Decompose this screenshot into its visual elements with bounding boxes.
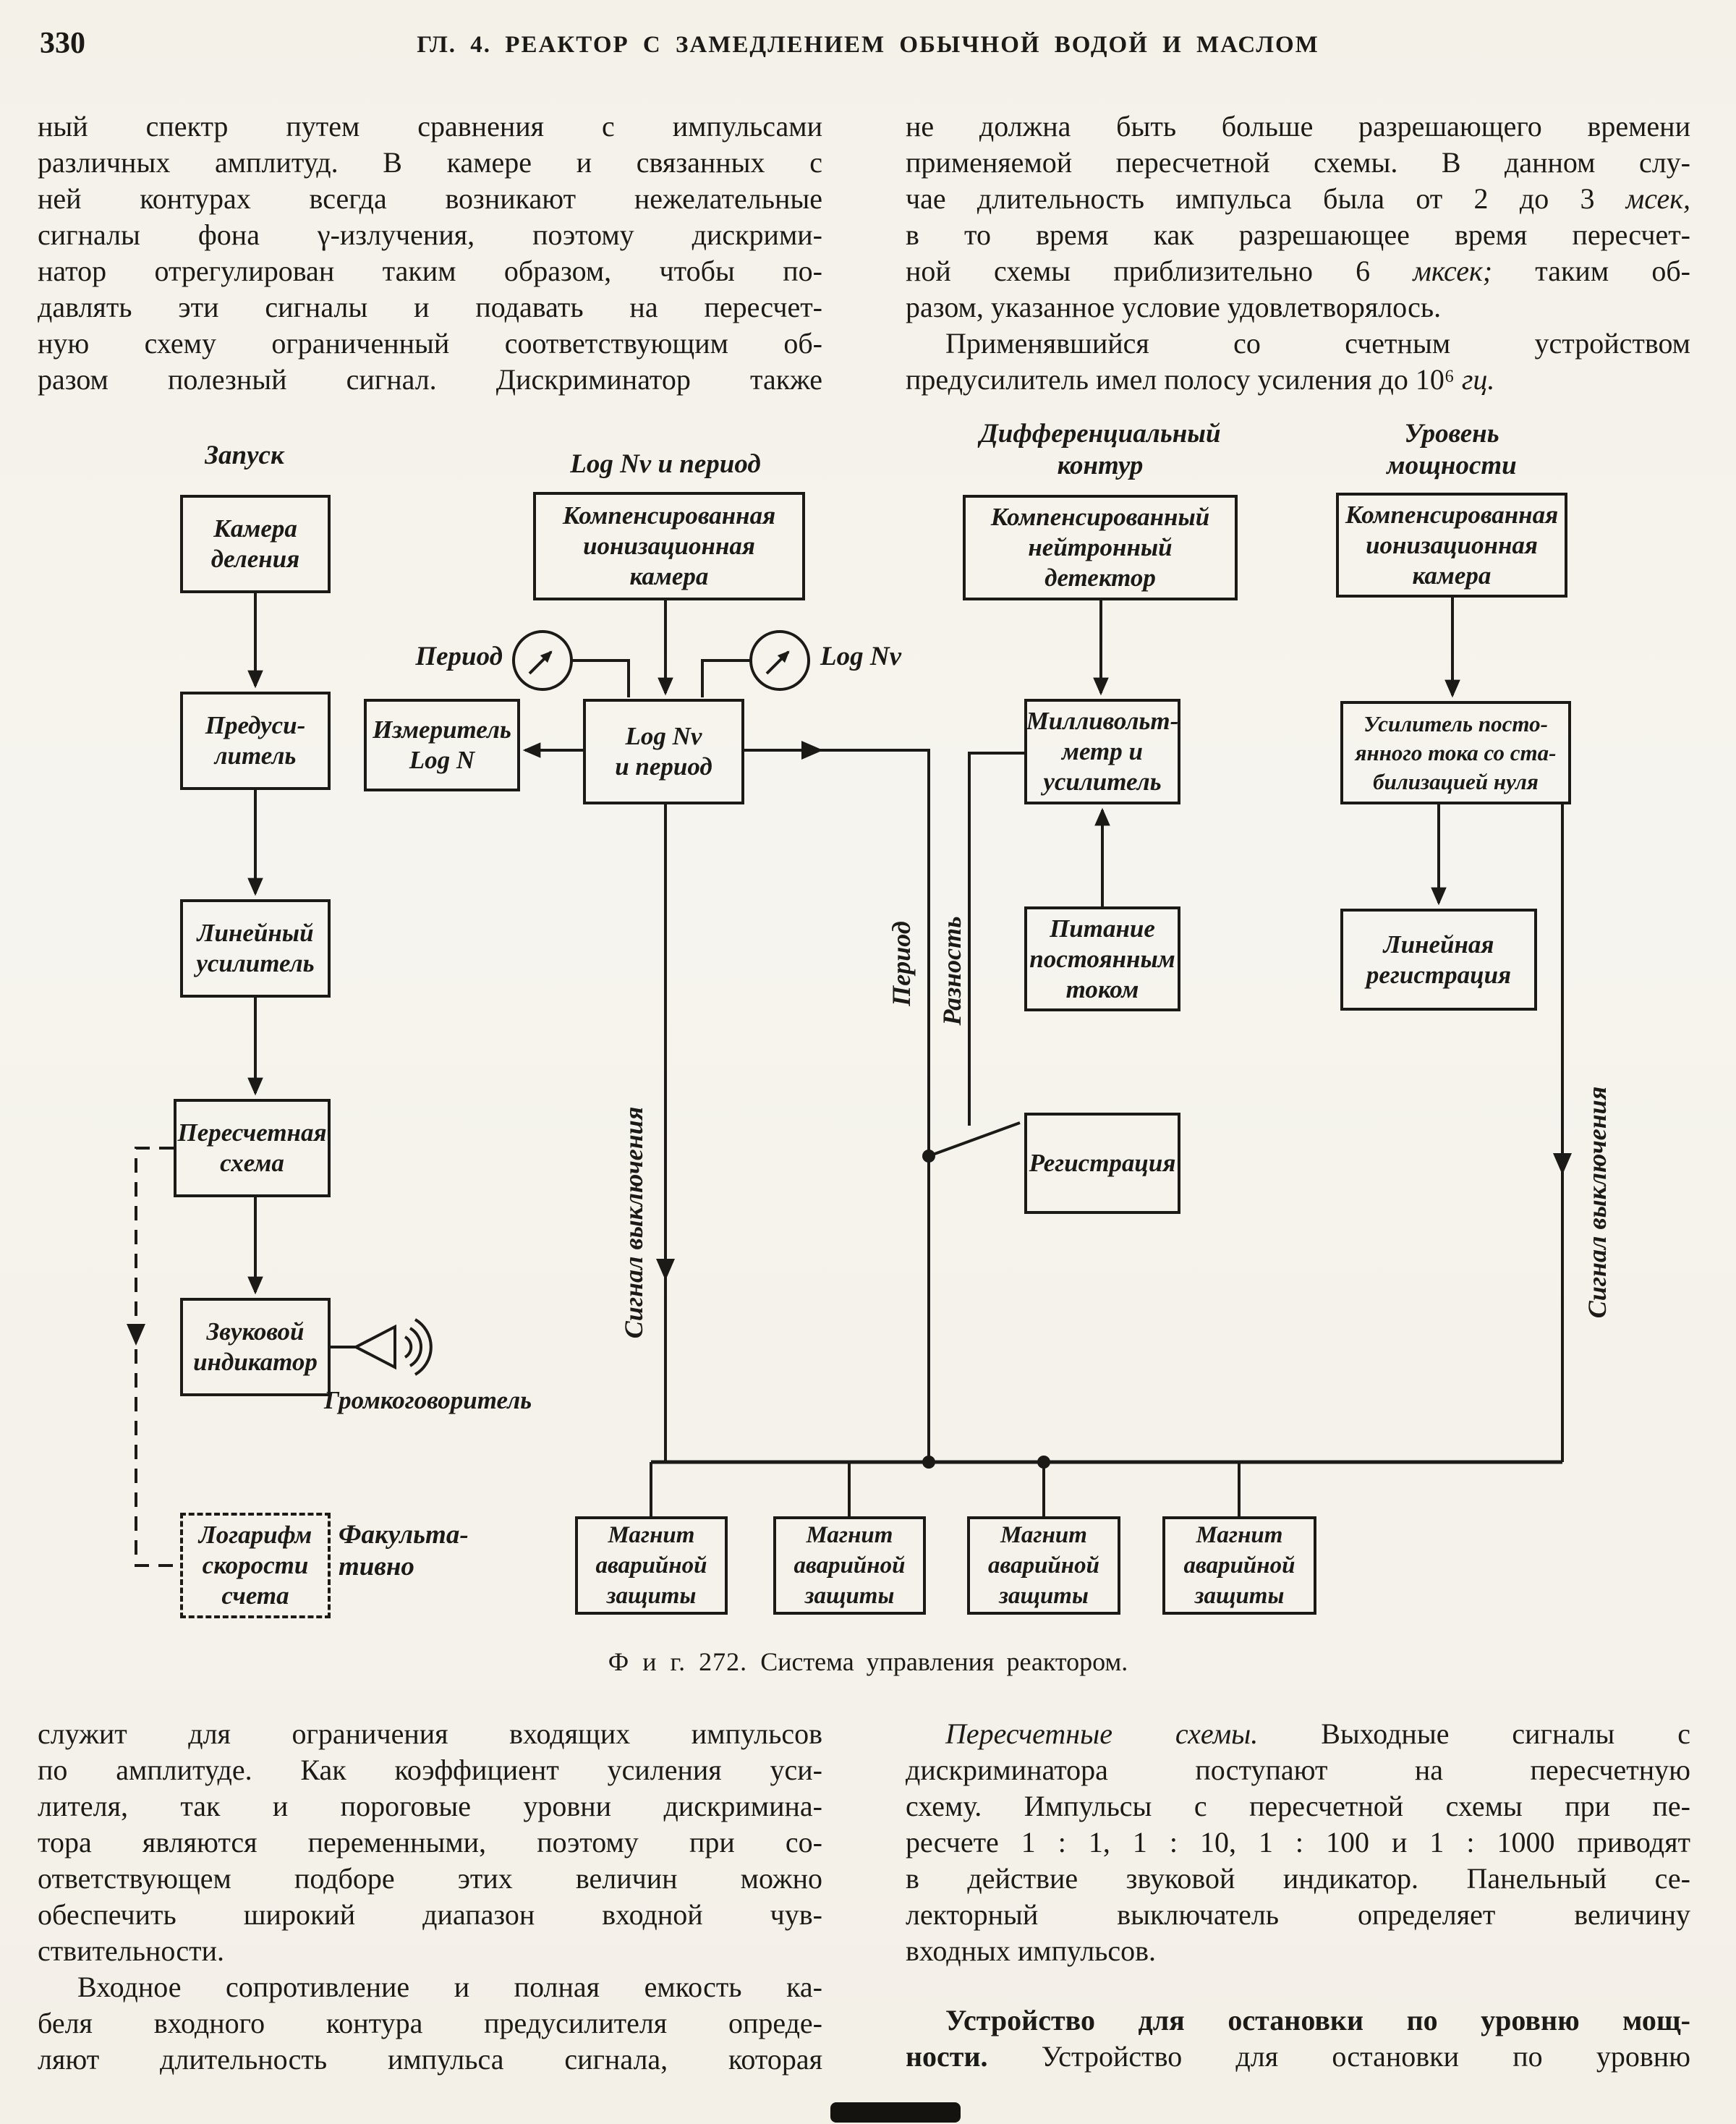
text-line: тивно bbox=[339, 1552, 414, 1581]
text-line: по амплитуде. Как коэффициент усиления уси- bbox=[38, 1754, 822, 1786]
wire-period-gauge bbox=[571, 660, 629, 697]
text-line: натор отрегулирован таким образом, чтобы по- bbox=[38, 255, 822, 287]
box-scram-magnet-2 bbox=[773, 1516, 926, 1615]
text-line: ности. Устройство для остановки по уровню bbox=[906, 2040, 1690, 2073]
text-line: защиты bbox=[804, 1583, 895, 1609]
box-comp-ion-chamber-right bbox=[1336, 493, 1567, 598]
text-line: Устройство для остановки по уровню мощ- bbox=[945, 2004, 1690, 2036]
text-line: Пересчетная bbox=[177, 1118, 327, 1147]
box-scram-magnet-4 bbox=[1162, 1516, 1316, 1615]
text-line: Применявшийся со счетным устройством bbox=[945, 327, 1690, 360]
running-header: ГЛ. 4. РЕАКТОР С ЗАМЕДЛЕНИЕМ ОБЫЧНОЙ ВОДОЙ И МАСЛОМ bbox=[417, 32, 1319, 58]
box-log-n-meter bbox=[364, 699, 520, 791]
figure-caption bbox=[0, 1647, 1736, 1677]
text-column-top-left bbox=[38, 109, 822, 398]
text-line: ресчете 1 : 1, 1 : 10, 1 : 100 и 1 : 1000 приводят bbox=[906, 1826, 1690, 1858]
label-shutdown-signal-left: Сигнал выключения bbox=[619, 1106, 648, 1339]
text-line: тора являются переменными, поэтому при со- bbox=[38, 1826, 822, 1858]
text-line: в действие звуковой индикатор. Панельный се- bbox=[906, 1862, 1690, 1895]
text-line: усилитель bbox=[1043, 768, 1162, 796]
text-line: лекторный выключатель определяет величину bbox=[906, 1898, 1690, 1931]
text-line: счета bbox=[221, 1581, 289, 1610]
box-comp-ion-chamber-left bbox=[533, 492, 805, 600]
box-fission-chamber bbox=[180, 495, 331, 593]
text-line: сигналы фона γ-излучения, поэтому дискрими- bbox=[38, 218, 822, 251]
text-line: Магнит bbox=[608, 1522, 695, 1548]
label-difference-line: Разность bbox=[937, 916, 966, 1026]
text-line: разом, указанное условие удовлетворялось. bbox=[906, 291, 1442, 323]
period-gauge-needle bbox=[529, 652, 551, 674]
text-line: применяемой пересчетной схемы. В данном слу- bbox=[906, 146, 1690, 179]
text-line: мощности bbox=[1387, 451, 1517, 480]
text-line: служит для ограничения входящих импульсов bbox=[38, 1717, 822, 1750]
speaker-arc-3 bbox=[415, 1320, 431, 1375]
text-line: Log N bbox=[409, 746, 475, 774]
text-line: в то время как разрешающее время пересчет- bbox=[906, 218, 1690, 251]
text-line: ответствующем подборе этих величин можно bbox=[38, 1862, 822, 1895]
text-line: Факульта- bbox=[339, 1520, 469, 1550]
text-line: Звуковой bbox=[206, 1317, 305, 1346]
text-line: метр и bbox=[1062, 737, 1143, 765]
text-line: и период bbox=[615, 752, 712, 781]
text-line: защиты bbox=[1194, 1583, 1285, 1609]
text-line: Компенсированная bbox=[562, 501, 776, 530]
text-line: Измеритель bbox=[373, 715, 511, 744]
text-line: Уровень bbox=[1404, 419, 1499, 449]
text-line: Входное сопротивление и полная емкость ка- bbox=[77, 1971, 822, 2003]
box-linear-amplifier bbox=[180, 899, 331, 998]
text-line: контур bbox=[1057, 451, 1144, 480]
text-line: Пересчетные схемы. Выходные сигналы с bbox=[945, 1717, 1690, 1750]
period-gauge-icon bbox=[514, 632, 571, 689]
text-line: камера bbox=[629, 562, 709, 590]
box-scram-magnet-3 bbox=[967, 1516, 1120, 1615]
text-line: аварийной bbox=[988, 1552, 1099, 1579]
box-log-count-rate bbox=[180, 1513, 331, 1618]
speaker-arc-2 bbox=[410, 1328, 421, 1366]
text-line: нейтронный bbox=[1028, 533, 1173, 561]
text-line bbox=[906, 1969, 1690, 2002]
text-line: давлять эти сигналы и подавать на пересчет- bbox=[38, 291, 822, 323]
text-line: защиты bbox=[606, 1583, 697, 1609]
text-line: деления bbox=[210, 545, 300, 573]
box-comp-neutron-detector bbox=[963, 495, 1238, 600]
text-column-bottom-left bbox=[38, 1716, 822, 2078]
label-period-line: Период bbox=[887, 921, 916, 1006]
box-dc-amplifier bbox=[1340, 701, 1571, 804]
arrowhead-dashed bbox=[127, 1324, 145, 1346]
text-line: детектор bbox=[1044, 564, 1156, 592]
speaker-arc-1 bbox=[405, 1337, 411, 1357]
box-scaler bbox=[174, 1099, 331, 1197]
text-line: аварийной bbox=[1183, 1552, 1295, 1579]
text-line: усилитель bbox=[196, 949, 315, 977]
text-line: ный спектр путем сравнения с импульсами bbox=[38, 110, 822, 143]
text-line: литель bbox=[214, 742, 297, 770]
text-line: лителя, так и пороговые уровни дискримина- bbox=[38, 1790, 822, 1822]
text-line: защиты bbox=[999, 1583, 1089, 1609]
text-line: беля входного контура предусилителя опреде- bbox=[38, 2007, 822, 2039]
wire-scaler-to-lograte-dashed bbox=[136, 1148, 177, 1566]
text-line: ной схемы приблизительно 6 мксек; таким об- bbox=[906, 255, 1691, 287]
figure-caption-text: Система управления реактором. bbox=[760, 1647, 1128, 1676]
text-line: Компенсированная bbox=[1345, 500, 1559, 529]
text-line: скорости bbox=[202, 1551, 309, 1579]
text-line: аварийной bbox=[793, 1552, 906, 1579]
box-dc-power-supply bbox=[1024, 906, 1180, 1011]
speaker-horn bbox=[356, 1327, 395, 1367]
text-line: Регистрация bbox=[1029, 1149, 1176, 1177]
text-line: током bbox=[1065, 974, 1139, 1003]
switch-blade bbox=[929, 1123, 1020, 1156]
text-line: аварийной bbox=[595, 1552, 707, 1579]
text-line: схема bbox=[220, 1149, 284, 1177]
text-line: ляют длительность импульса сигнала, которая bbox=[38, 2043, 822, 2076]
text-line: билизацией нуля bbox=[1373, 768, 1539, 794]
text-line: разом полезный сигнал. Дискриминатор также bbox=[38, 363, 822, 396]
label-optional bbox=[339, 1519, 519, 1583]
text-line: Линейная bbox=[1383, 930, 1494, 959]
arrowhead-shutdown-right bbox=[1553, 1153, 1572, 1175]
text-line: янного тока со ста- bbox=[1355, 739, 1557, 765]
text-line: индикатор bbox=[193, 1348, 318, 1376]
box-preamplifier bbox=[180, 692, 331, 790]
text-line: обеспечить широкий диапазон входной чув- bbox=[38, 1898, 822, 1931]
arrowhead-shutdown-left bbox=[656, 1259, 675, 1280]
text-line: входных импульсов. bbox=[906, 1934, 1157, 1967]
column-label-power-level bbox=[1343, 418, 1560, 482]
text-line: камера bbox=[1412, 561, 1492, 590]
label-loudspeaker: Громкоговоритель bbox=[324, 1386, 532, 1414]
wire-difference-line bbox=[969, 753, 1024, 1126]
text-line: Магнит bbox=[806, 1522, 893, 1548]
text-line: чае длительность импульса была от 2 до 3 мсек, bbox=[906, 182, 1690, 215]
text-line: ионизационная bbox=[583, 532, 755, 560]
box-audio-indicator bbox=[180, 1298, 331, 1396]
text-line: Log Nv bbox=[625, 722, 702, 750]
box-linear-registration bbox=[1340, 909, 1537, 1011]
text-line: Магнит bbox=[1000, 1522, 1087, 1548]
text-line: Линейный bbox=[197, 919, 314, 947]
text-line: не должна быть больше разрешающего времени bbox=[906, 110, 1690, 143]
figure-caption-number: Ф и г. 272. bbox=[608, 1647, 748, 1676]
box-lognv-period bbox=[583, 699, 744, 804]
text-column-top-right bbox=[906, 109, 1690, 398]
scan-artifact-mark bbox=[830, 2102, 961, 2123]
wire-lognv-gauge bbox=[702, 660, 751, 697]
column-label-differential bbox=[956, 418, 1245, 482]
text-line: Дифференциальный bbox=[979, 419, 1221, 449]
label-shutdown-signal-right: Сигнал выключения bbox=[1583, 1086, 1612, 1319]
page-number: 330 bbox=[40, 27, 85, 60]
text-line: ную схему ограниченный соответствующим об- bbox=[38, 327, 822, 360]
lognv-gauge-icon bbox=[751, 632, 809, 689]
text-column-bottom-right bbox=[906, 1716, 1690, 2075]
text-line: ствительности. bbox=[38, 1934, 225, 1967]
text-line: Усилитель посто- bbox=[1363, 710, 1548, 736]
text-line: схему. Импульсы с пересчетной схемы при пе- bbox=[906, 1790, 1690, 1822]
bus-junction-dot-2 bbox=[1037, 1456, 1050, 1469]
text-line: Магнит bbox=[1196, 1522, 1283, 1548]
text-line: Питание bbox=[1050, 914, 1155, 943]
text-line: различных амплитуд. В камере и связанных с bbox=[38, 146, 822, 179]
box-millivoltmeter-amplifier bbox=[1024, 699, 1180, 804]
text-line: ней контурах всегда возникают нежелательные bbox=[38, 182, 822, 215]
lognv-gauge-needle bbox=[767, 652, 788, 674]
text-line: Логарифм bbox=[198, 1521, 312, 1549]
switch-pivot-dot bbox=[922, 1150, 935, 1163]
arrowhead-period-line bbox=[801, 741, 823, 760]
column-label-start: Запуск bbox=[205, 441, 284, 470]
label-lognv-gauge: Log Nv bbox=[820, 642, 901, 671]
box-registration bbox=[1024, 1113, 1180, 1214]
text-line: Компенсированный bbox=[990, 503, 1210, 531]
text-line: Предуси- bbox=[205, 711, 306, 739]
text-line: регистрация bbox=[1366, 960, 1512, 989]
text-line: Камера bbox=[213, 514, 297, 543]
column-label-lognv-period: Log Nv и период bbox=[570, 449, 761, 479]
text-line: дискриминатора поступают на пересчетную bbox=[906, 1754, 1690, 1786]
text-line: постоянным bbox=[1029, 944, 1175, 973]
bus-junction-dot-1 bbox=[922, 1456, 935, 1469]
label-period-gauge: Период bbox=[415, 642, 503, 671]
box-scram-magnet-1 bbox=[575, 1516, 728, 1615]
text-line: предусилитель имел полосу усиления до 10⁶ гц. bbox=[906, 363, 1495, 396]
text-line: ионизационная bbox=[1366, 530, 1538, 559]
text-line: Милливольт- bbox=[1026, 707, 1179, 735]
